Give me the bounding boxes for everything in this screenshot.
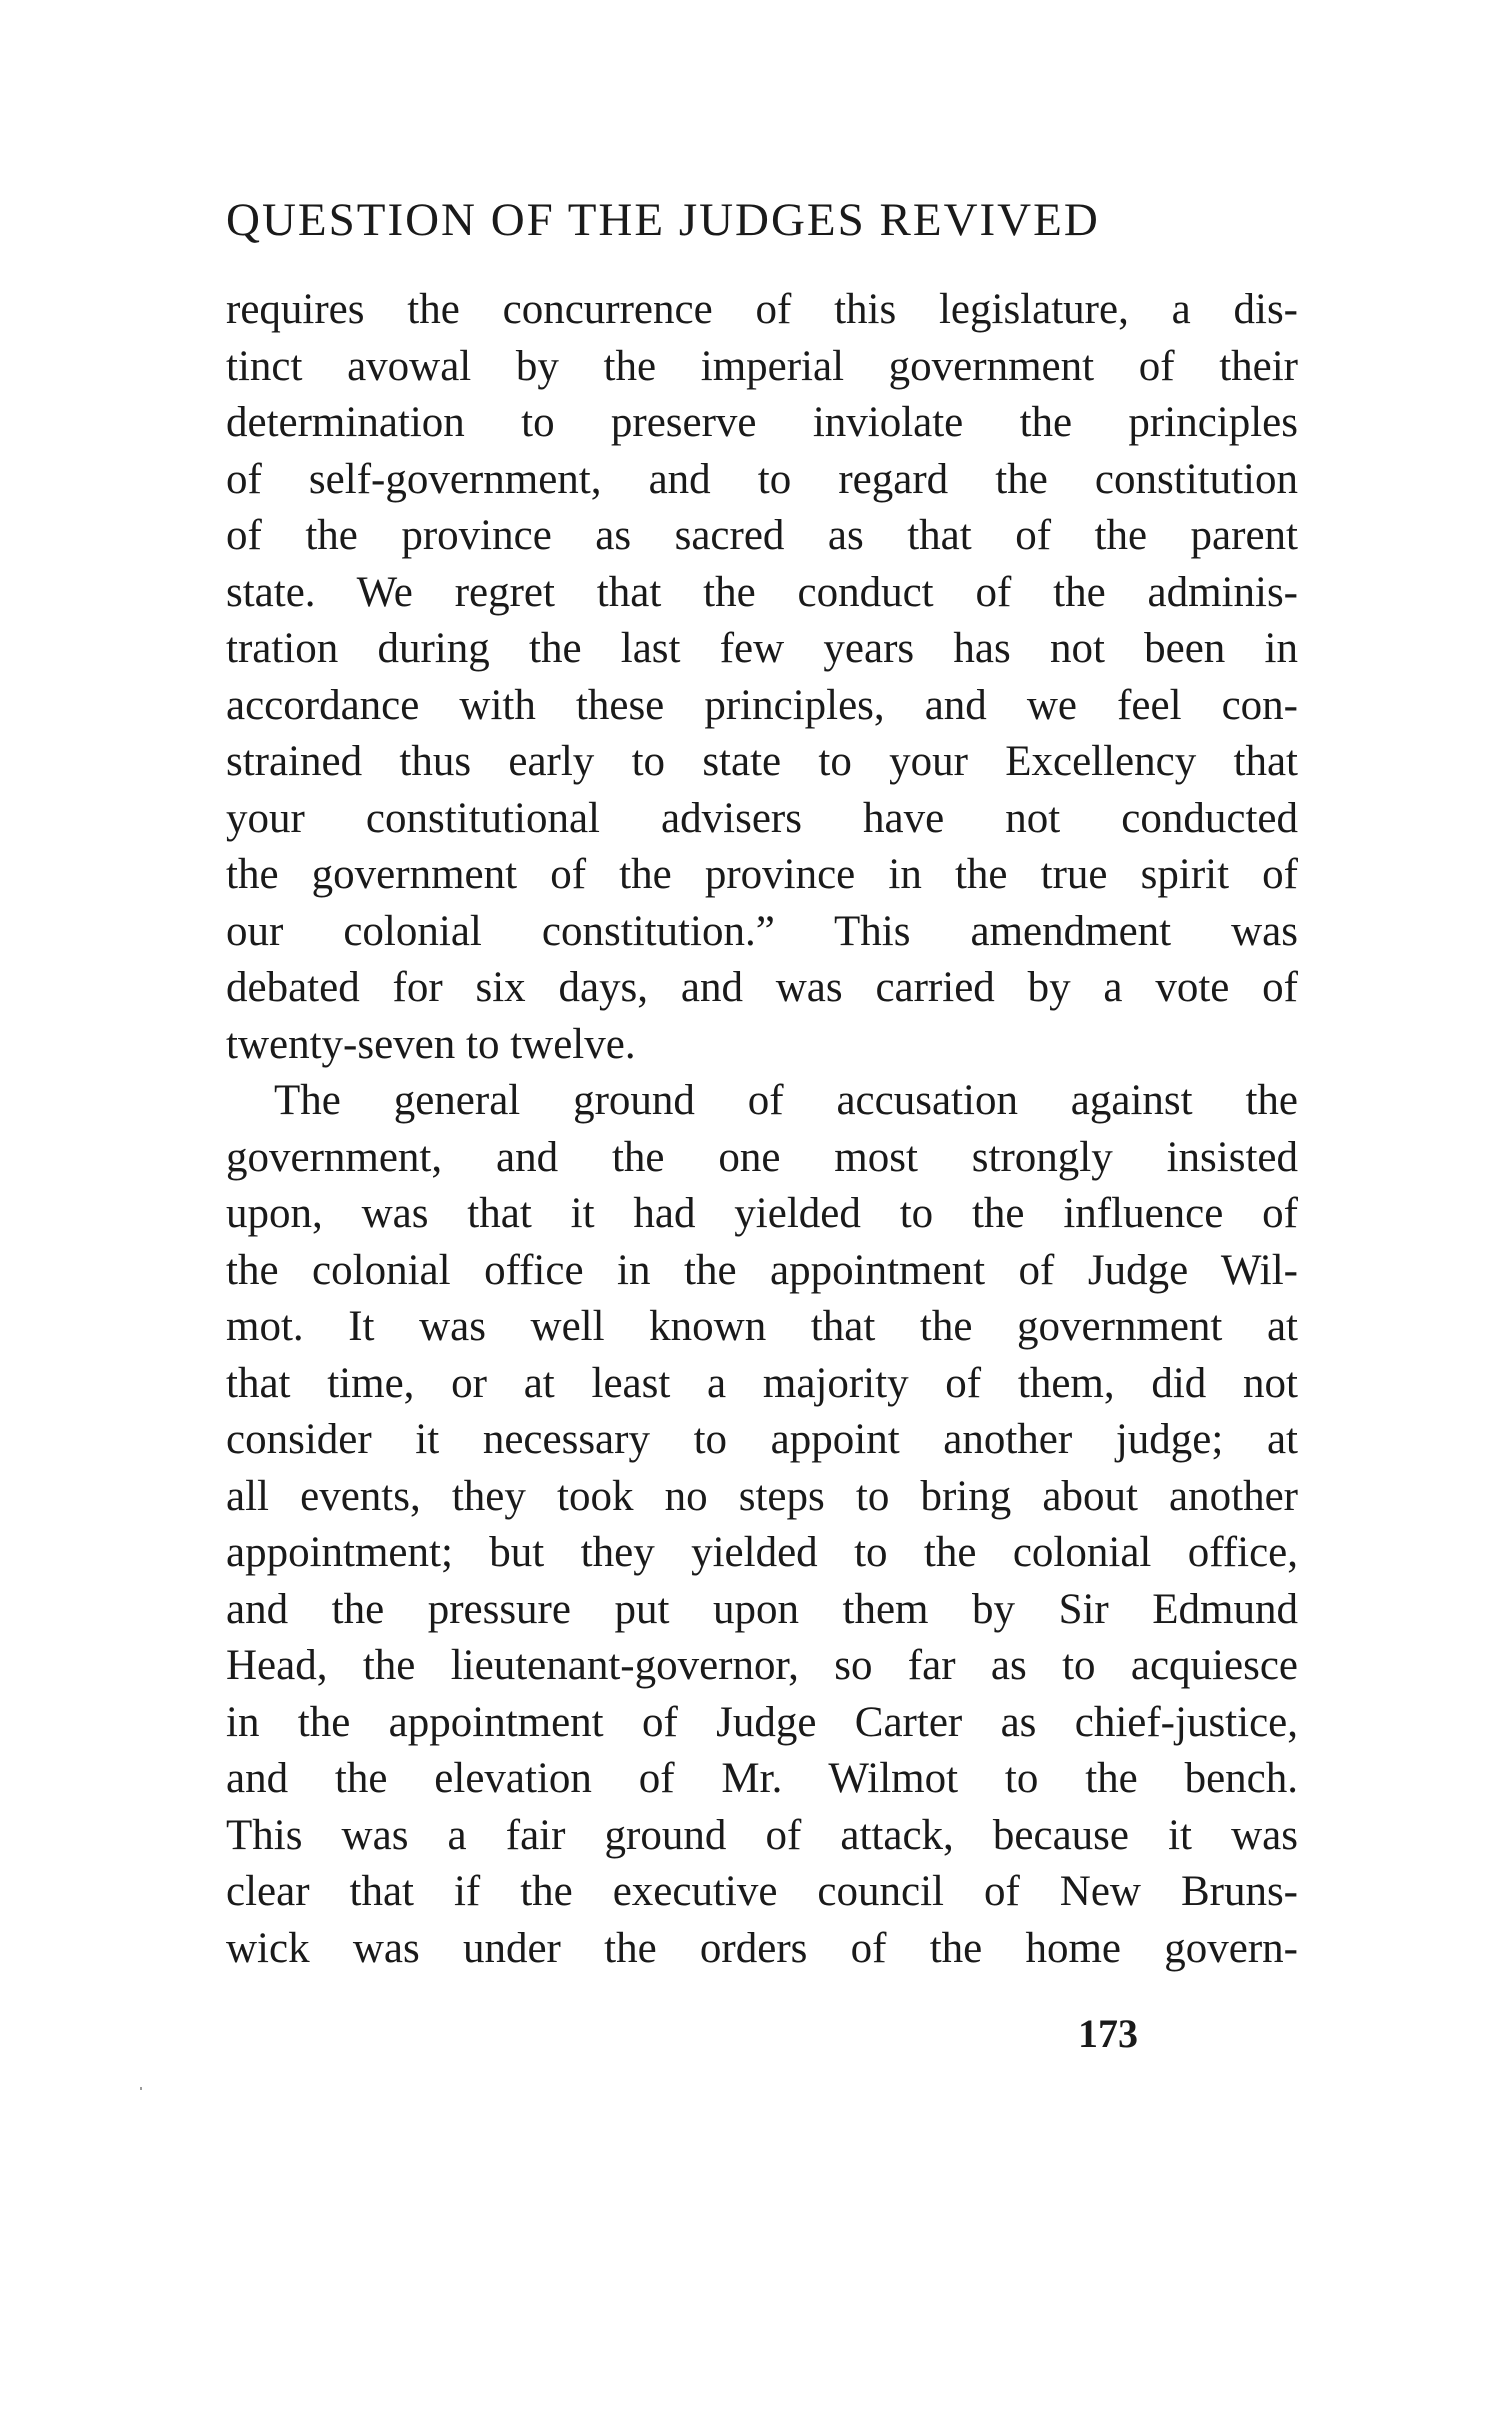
text-line: of the province as sacred as that of the parent	[226, 512, 1298, 559]
text-line: mot. It was well known that the government at	[226, 1303, 1298, 1350]
text-line: your constitutional advisers have not conducted	[226, 794, 1298, 842]
body-text	[226, 282, 1298, 1977]
text-line: and the pressure put upon them by Sir Edmund	[226, 1585, 1298, 1633]
text-line: government, and the one most strongly insisted	[226, 1133, 1298, 1181]
text-line: strained thus early to state to your Excellency that	[226, 738, 1298, 785]
running-head: QUESTION OF THE JUDGES REVIVED	[226, 194, 1100, 246]
text-line: that time, or at least a majority of them, did not	[226, 1359, 1298, 1407]
paragraph	[226, 282, 1298, 1073]
text-line: consider it necessary to appoint another judge; at	[226, 1416, 1298, 1463]
text-line: The general ground of accusation against the	[274, 1077, 1298, 1124]
text-line: tration during the last few years has not been in	[226, 625, 1298, 672]
text-line: tinct avowal by the imperial government of their	[226, 342, 1298, 390]
text-line: This was a fair ground of attack, because it was	[226, 1811, 1298, 1859]
text-line: clear that if the executive council of New Bruns-	[226, 1868, 1298, 1915]
text-line: the government of the province in the true spirit of	[226, 851, 1298, 898]
text-line: our colonial constitution.” This amendment was	[226, 907, 1298, 955]
paragraph	[226, 1073, 1298, 1977]
text-line: upon, was that it had yielded to the influence of	[226, 1190, 1298, 1237]
text-line: debated for six days, and was carried by a vote of	[226, 964, 1298, 1011]
text-line: and the elevation of Mr. Wilmot to the bench.	[226, 1755, 1298, 1802]
text-line: accordance with these principles, and we feel con-	[226, 681, 1298, 729]
text-line: the colonial office in the appointment of Judge Wil-	[226, 1246, 1298, 1294]
text-line: in the appointment of Judge Carter as chief-justice,	[226, 1698, 1298, 1746]
text-line: twenty-seven to twelve.	[226, 1020, 636, 1068]
page-number: 173	[1078, 2011, 1138, 2056]
page-speck	[140, 2087, 142, 2090]
text-line: of self-government, and to regard the constitution	[226, 455, 1298, 503]
text-line: Head, the lieutenant-governor, so far as to acquiesce	[226, 1642, 1298, 1689]
text-line: requires the concurrence of this legislature, a dis-	[226, 286, 1298, 333]
text-line: appointment; but they yielded to the colonial office,	[226, 1529, 1298, 1576]
text-line: all events, they took no steps to bring about another	[226, 1472, 1298, 1520]
text-line: determination to preserve inviolate the principles	[226, 399, 1298, 446]
text-line: wick was under the orders of the home govern-	[226, 1924, 1298, 1972]
text-line: state. We regret that the conduct of the adminis-	[226, 568, 1298, 616]
